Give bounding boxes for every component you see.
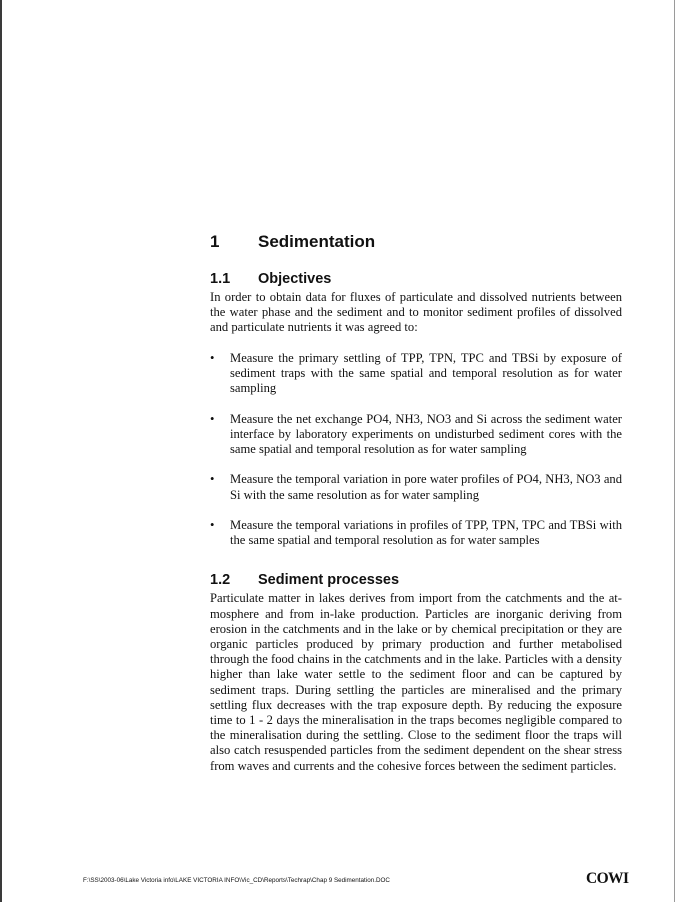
list-item xyxy=(210,518,622,548)
bullet-icon: • xyxy=(210,517,215,532)
section-title: Objectives xyxy=(258,271,332,287)
list-item-text: Measure the net exchange PO4, NH3, NO3 and Si across the sediment water interface by laboratory experiments on undisturbed sediment cores with the same spatial and temporal resolution as for water sampling xyxy=(230,411,622,456)
bullet-icon: • xyxy=(210,472,215,487)
list-item-text: Measure the temporal variations in profiles of TPP, TPN, TPC and TBSi with the same spatial and temporal resolution as for water samples xyxy=(230,517,622,548)
bullet-icon: • xyxy=(210,411,215,426)
list-item-text: Measure the temporal variation in pore water profiles of PO4, NH3, NO3 and Si with the same resolution as for water sampling xyxy=(230,472,622,502)
section-title: Sediment processes xyxy=(258,572,400,589)
chapter-title: Sedimentation xyxy=(258,232,376,251)
section-heading-sediment-processes xyxy=(210,571,622,589)
bullet-icon: • xyxy=(210,350,215,365)
list-item xyxy=(210,351,622,397)
section-number: 1.2 xyxy=(210,572,231,589)
list-item xyxy=(210,472,622,502)
page-content xyxy=(210,226,622,774)
cowi-logo: COWI xyxy=(586,870,629,887)
objectives-list xyxy=(210,351,622,549)
section-heading-objectives xyxy=(210,270,622,288)
objectives-intro: In order to obtain data for fluxes of particulate and dissolved nutrients between the water phase and the sediment and to monitor sediment profiles of dissolved and particulate nutrients it was agreed to: xyxy=(210,290,622,335)
chapter-number: 1 xyxy=(210,232,220,251)
sediment-processes-body: Particulate matter in lakes derives from import from the catchments and the atmosphere and from in-lake production. Particles are inorganic deriving from erosion in the catchments and in the lake or by chemical precipitation or they are organic particles produced by primary production and further metabolised through the food chains in the catchments and in the lake. Particles with a density higher than lake water settle to the sediment floor and can be captured by sediment traps. During settling the particles are mineralised and the primary settling flux decreases with the trap exposure depth. By reducing the exposure time to 1 - 2 days the mineralisation in the traps becomes negligible compared to the mineralisation during the settling. Close to the sediment floor the traps will also catch resuspended particles from the sediment dependent on the shear stress from waves and currents and the cohesive forces between the sediment particles. xyxy=(210,591,622,773)
section-number: 1.1 xyxy=(210,271,231,287)
page-left-edge xyxy=(0,0,2,902)
list-item xyxy=(210,412,622,458)
footer-file-path: F:\SS\2003-06\Lake Victoria info\LAKE VICTORIA INFO\Vic_CD\Reports\Techrap\Chap 9 Sedimentation.DOC xyxy=(83,877,390,884)
chapter-heading xyxy=(210,232,622,252)
list-item-text: Measure the primary settling of TPP, TPN, TPC and TBSi by exposure of sediment traps with the same spatial and temporal resolution as for water sampling xyxy=(230,350,622,396)
